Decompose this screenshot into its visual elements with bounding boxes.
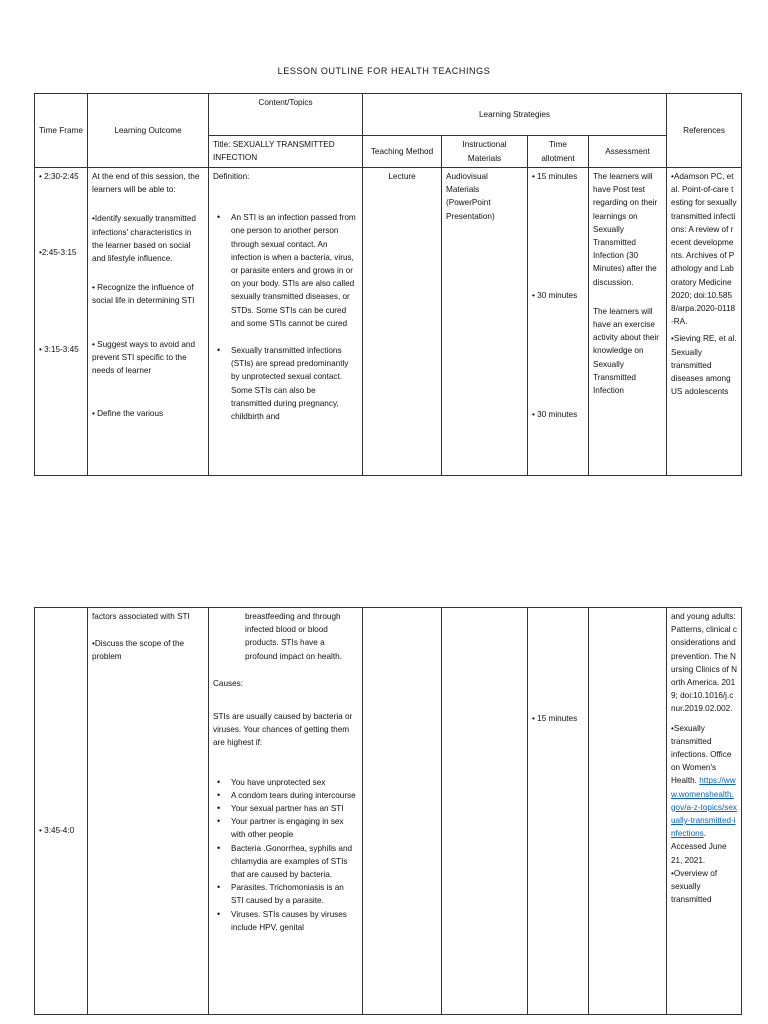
time-slot: • 3:15-3:45 <box>39 345 79 355</box>
header-content-topics: Content/Topics <box>209 94 363 136</box>
outcome-item: • Suggest ways to avoid and prevent STI specific to the needs of learner <box>92 339 195 376</box>
header-teaching-method: Teaching Method <box>363 136 442 168</box>
references-cell <box>667 168 742 476</box>
assessment-item: The learners will have Post test regarding on their learnings on Sexually Transmitted Infection (30 Minutes) after the discussion. <box>593 172 658 287</box>
instructional-materials-cell <box>442 608 528 1015</box>
content-title: Title: SEXUALLY TRANSMITTED INFECTION <box>209 136 363 168</box>
causes-list <box>213 776 358 934</box>
reference-item: •Adamson PC, et al. Point-of-care testing for sexually transmitted infections: A review of recent developments. Archives of Pathology and Laboratory Medicine 2020; doi:10.5858/arpa.2020-0118-RA. <box>671 172 737 327</box>
time-frame-cell <box>35 168 88 476</box>
allotment-value: • 15 minutes <box>532 714 578 723</box>
outcome-item: factors associated with STI <box>92 612 190 621</box>
learning-outcome-cell <box>88 608 209 1015</box>
definition-list <box>213 211 358 423</box>
cause-item: • Your sexual partner has an STI <box>231 802 358 815</box>
definition-item: • Sexually transmitted infections (STIs) are spread predominantly by unprotected sexual contact. Some STIs can also be transmitted during pregnancy, childbirth and <box>231 344 358 423</box>
content-continued: breastfeeding and through infected blood or blood products. STIs have a profound impact on health. <box>245 612 342 661</box>
reference-item: •Sieving RE, et al. Sexually transmitted diseases among US adolescents <box>671 334 737 397</box>
outcome-item: • Recognize the influence of social life in determining STI <box>92 283 195 306</box>
lesson-outline-table-page2 <box>34 607 742 1015</box>
allotment-value: • 30 minutes <box>532 291 578 301</box>
header-time-frame: Time Frame <box>35 94 88 168</box>
outcome-item: •Identify sexually transmitted infections' characteristics in the learner based on social and lifestyle influence. <box>92 214 196 264</box>
lesson-outline-table-page1 <box>34 93 742 476</box>
content-cell <box>209 168 363 476</box>
outcome-item: •Discuss the scope of the problem <box>92 639 185 662</box>
document-title: LESSON OUTLINE FOR HEALTH TEACHINGS <box>277 66 491 76</box>
cause-item: • Your partner is engaging in sex with other people <box>231 815 358 841</box>
cause-item: • Viruses. STIs causes by viruses include HPV, genital <box>231 908 358 934</box>
header-time-allotment: Time allotment <box>528 136 589 168</box>
time-frame-cell <box>35 608 88 1015</box>
assessment-item: The learners will have an exercise activity about their knowledge on Sexually Transmitted Infection <box>593 306 659 396</box>
time-slot: •2:45-3:15 <box>39 248 77 258</box>
assessment-cell <box>589 168 667 476</box>
allotment-value: • 30 minutes <box>532 410 578 420</box>
reference-item <box>671 722 737 867</box>
teaching-method-value: Lecture <box>388 172 416 181</box>
cause-item: • Bacteria .Gonorrhea, syphilis and chlamydia are examples of STIs that are caused by bacteria. <box>231 842 358 882</box>
cause-item: • Parasites. Trichomoniasis is an STI caused by a parasite. <box>231 881 358 907</box>
reference-link[interactable]: https://www.womenshealth.gov/a-z-topics/sexually-transmitted-infections <box>671 776 737 839</box>
cause-item: • A condom tears during intercourse <box>231 789 358 802</box>
reference-text: •Sexually transmitted infections. Office on Women's Health. <box>671 723 732 786</box>
teaching-method-cell <box>363 608 442 1015</box>
header-instructional-materials: Instructional Materials <box>442 136 528 168</box>
content-cell <box>209 608 363 1015</box>
header-learning-strategies: Learning Strategies <box>363 94 667 136</box>
definition-item: • An STI is an infection passed from one person to another person through sexual contact. An infection is when a bacteria, virus, or parasite enters and grows in or on your body. STIs are also called sexually transmitted diseases, or STDs. Some STIs can be cured and some STIs cannot be cured <box>231 211 358 330</box>
header-learning-outcome: Learning Outcome <box>88 94 209 168</box>
outcome-intro: At the end of this session, the learners will be able to: <box>92 172 200 195</box>
header-assessment: Assessment <box>589 136 667 168</box>
time-slot: • 3:45-4:0 <box>39 826 75 835</box>
materials-value: Audiovisual Materials (PowerPoint Presentation) <box>446 172 495 221</box>
learning-outcome-cell <box>88 168 209 476</box>
time-allotment-cell <box>528 168 589 476</box>
reference-item: •Overview of sexually transmitted <box>671 868 718 905</box>
assessment-cell <box>589 608 667 1015</box>
cause-item: • You have unprotected sex <box>231 776 358 789</box>
causes-intro: STIs are usually caused by bacteria or viruses. Your chances of getting them are highest if: <box>213 712 353 748</box>
definition-label: Definition: <box>213 172 250 181</box>
time-allotment-cell <box>528 608 589 1015</box>
causes-label: Causes: <box>213 678 244 688</box>
instructional-materials-cell <box>442 168 528 476</box>
reference-text: . Accessed June 21, 2021. <box>671 829 727 865</box>
reference-item: and young adults: Patterns, clinical considerations and prevention. The Nursing Clinics of North America. 2019; doi:10.1016/j.cnur.2019.02.002. <box>671 612 737 714</box>
time-slot: • 2:30-2:45 <box>39 172 79 181</box>
teaching-method-cell <box>363 168 442 476</box>
allotment-value: • 15 minutes <box>532 172 578 181</box>
header-references: References <box>667 94 742 168</box>
outcome-item: • Define the various <box>92 409 164 419</box>
references-cell <box>667 608 742 1015</box>
